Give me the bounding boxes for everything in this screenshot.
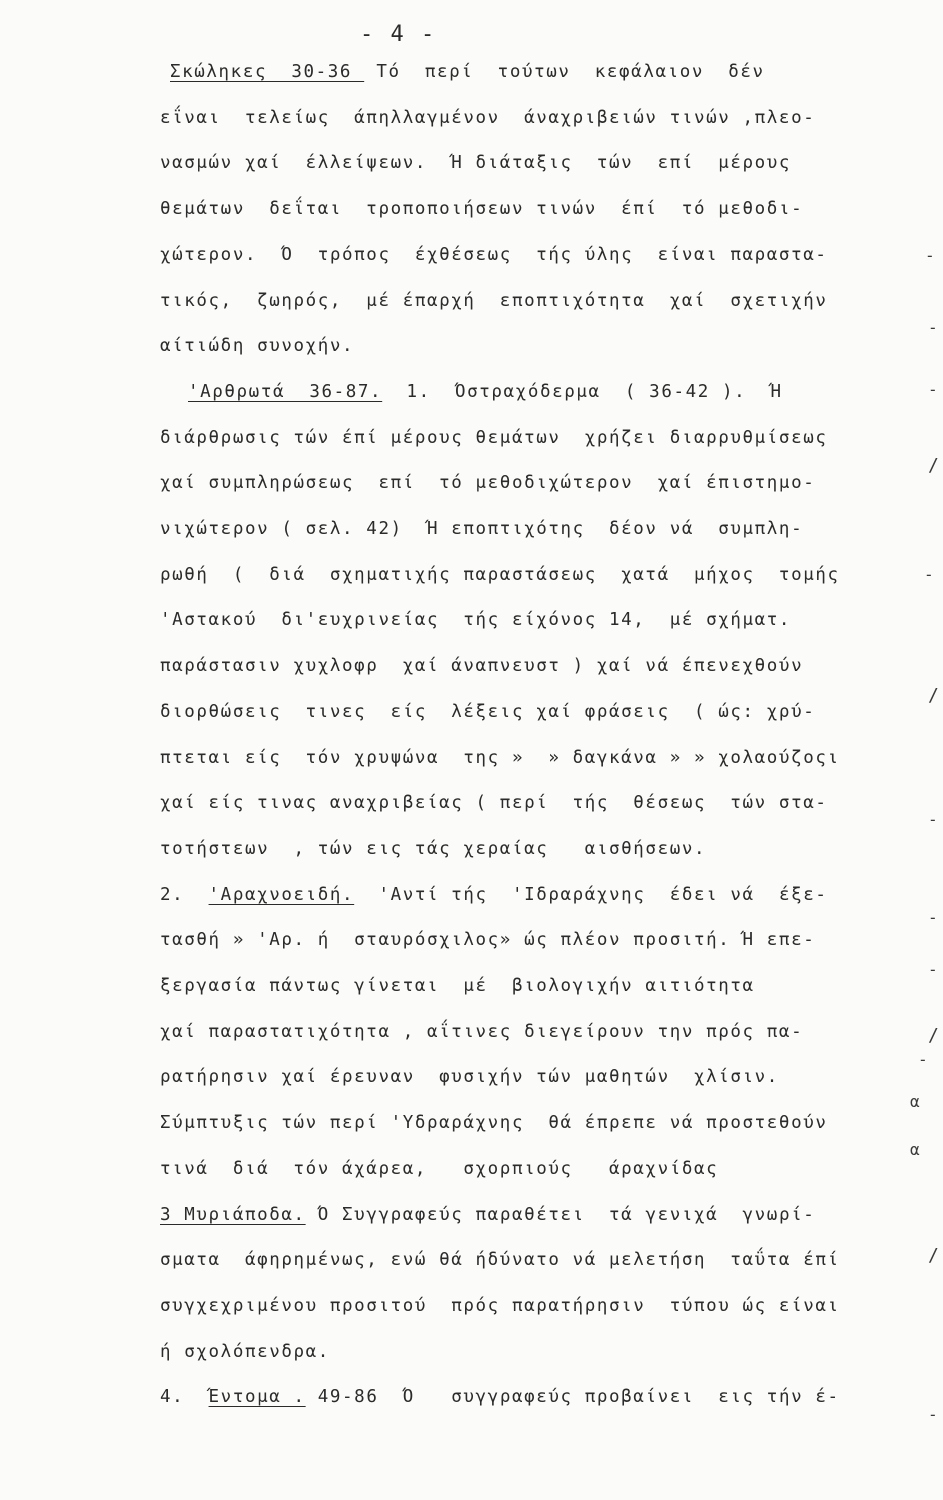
text-line [160, 245, 827, 265]
margin-mark: - [918, 1050, 928, 1069]
text-line [160, 793, 827, 813]
text-line [160, 519, 803, 539]
line-text: ξεργασία πάντως γίνεται μέ βιολογιχήν αιτιότητα [160, 976, 755, 996]
text-line [160, 885, 828, 905]
line-text: νιχώτερον ( σελ. 42) Ή εποπτιχότης δέον νά συμπλη- [160, 519, 804, 539]
line-text: 1. Όστραχόδερμα ( 36-42 ). Ή [382, 382, 783, 402]
text-line [160, 839, 706, 859]
line-text: ή σχολόπενδρα. [160, 1342, 330, 1362]
line-text: χαί είς τινας αναχριβείας ( περί τής θέσεως τών στα- [160, 793, 828, 813]
margin-mark: - [928, 810, 938, 829]
line-text: Ό Συγγραφεύς παραθέτει τά γενιχά γνωρί- [305, 1205, 816, 1225]
line-text: τινά διά τόν άχάρεα, σχορπιούς άραχνίδας [160, 1159, 719, 1179]
line-text: 49-86 Ό συγγραφεύς προβαίνει εις τήν έ- [305, 1387, 840, 1407]
margin-mark: - [928, 318, 938, 337]
line-text: τικός, ζωηρός, μέ έπαρχή εποπτιχότητα χαί σχετιχήν [160, 291, 828, 311]
text-line [160, 336, 354, 356]
line-text: ρωθή ( διά σχηματιχής παραστάσεως χατά μήχος τομής [160, 565, 840, 585]
text-line [160, 930, 815, 950]
line-text: χαί παραστατιχότητα , αΐτινες διεγείρουν την πρός πα- [160, 1022, 804, 1042]
line-text: διορθώσεις τινες είς λέξεις χαί φράσεις ( ώς: χρύ- [160, 702, 816, 722]
text-line [160, 976, 755, 996]
text-line [160, 1067, 779, 1087]
margin-mark: - [928, 380, 938, 399]
margin-mark: - [924, 565, 934, 584]
line-text: ρατήρησιν χαί έρευναν φυσιχήν τών μαθητών χλίσιν. [160, 1067, 779, 1087]
section-heading: 3 Μυριάποδα. [160, 1205, 306, 1225]
margin-mark: - [928, 960, 938, 979]
text-line [160, 748, 840, 768]
line-text: 4. [160, 1387, 209, 1407]
text-line [160, 1113, 827, 1133]
text-line [170, 62, 765, 82]
text-line [188, 382, 783, 402]
margin-mark: / [928, 685, 939, 706]
line-text: εΐναι τελείως άπηλλαγμένον άναχριβειών τινών ,πλεο- [160, 108, 816, 128]
line-text: αίτιώδη συνοχήν. [160, 336, 355, 356]
text-line [160, 1342, 330, 1362]
margin-mark: α [910, 1092, 920, 1111]
text-line [160, 291, 827, 311]
margin-mark: / [928, 1245, 939, 1266]
line-text: διάρθρωσις τών έπί μέρους θεμάτων χρήζει διαρρυθμίσεως [160, 428, 828, 448]
text-line [160, 428, 827, 448]
line-text: 'Αστακού δι'ευχρινείας τής είχόνος 14, μέ σχήματ. [160, 610, 792, 630]
text-line [160, 565, 840, 585]
text-line [160, 153, 791, 173]
text-line [160, 1022, 803, 1042]
section-heading: 'Αρθρωτά 36-87. [188, 382, 383, 402]
page-number: - 4 - [360, 22, 437, 47]
margin-mark: - [925, 246, 935, 265]
margin-mark: - [928, 908, 938, 927]
section-heading: 'Αραχνοειδή. [208, 885, 355, 905]
line-text: 'Αντί τής 'Ιδραράχνης έδει νά έξε- [354, 885, 828, 905]
line-text: συγχεχριμένου προσιτού πρός παρατήρησιν τύπου ώς είναι [160, 1296, 840, 1316]
line-text: θεμάτων δεΐται τροποποιήσεων τινών έπί τό μεθοδι- [160, 199, 804, 219]
text-line [160, 1159, 718, 1179]
section-heading: Έντομα . [208, 1387, 306, 1407]
line-text: Σύμπτυξις τών περί 'Υδραράχνης θά έπρεπε νά προστεθούν [160, 1113, 828, 1133]
text-line [160, 108, 815, 128]
line-text: παράστασιν χυχλοφρ χαί άναπνευστ ) χαί νά έπενεχθούν [160, 656, 804, 676]
text-line [160, 1296, 840, 1316]
margin-mark: / [928, 1025, 939, 1046]
text-line [160, 656, 803, 676]
line-text: τασθή » 'Αρ. ή σταυρόσχιλος» ώς πλέον προσιτή. Ή επε- [160, 930, 816, 950]
text-line [160, 473, 815, 493]
line-text: χώτερον. Ό τρόπος έχθέσεως τής ύλης είναι παραστα- [160, 245, 828, 265]
line-text: Τό περί τούτων κεφάλαιον δέν [364, 62, 765, 82]
text-line [160, 1387, 840, 1407]
section-heading: Σκώληκες 30-36 [170, 62, 365, 82]
text-line [160, 702, 815, 722]
text-line [160, 1250, 840, 1270]
line-text: σματα άφηρημένως, ενώ θά ήδύνατο νά μελετήση ταΰτα έπί [160, 1250, 840, 1270]
text-line [160, 610, 791, 630]
line-text: τοτήστεων , τών εις τάς χεραίας αισθήσεων. [160, 839, 707, 859]
margin-mark: / [928, 455, 939, 476]
line-text: χαί συμπληρώσεως επί τό μεθοδιχώτερον χαί έπιστημο- [160, 473, 816, 493]
margin-mark: - [928, 1405, 938, 1424]
margin-mark: α [910, 1140, 920, 1159]
text-line [160, 1205, 815, 1225]
text-line [160, 199, 803, 219]
line-text: νασμών χαί έλλείψεων. Ή διάταξις τών επί μέρους [160, 153, 792, 173]
line-text: πτεται είς τόν χρυψώνα της » » δαγκάνα » » χολαούζοςι [160, 748, 840, 768]
line-text: 2. [160, 885, 209, 905]
